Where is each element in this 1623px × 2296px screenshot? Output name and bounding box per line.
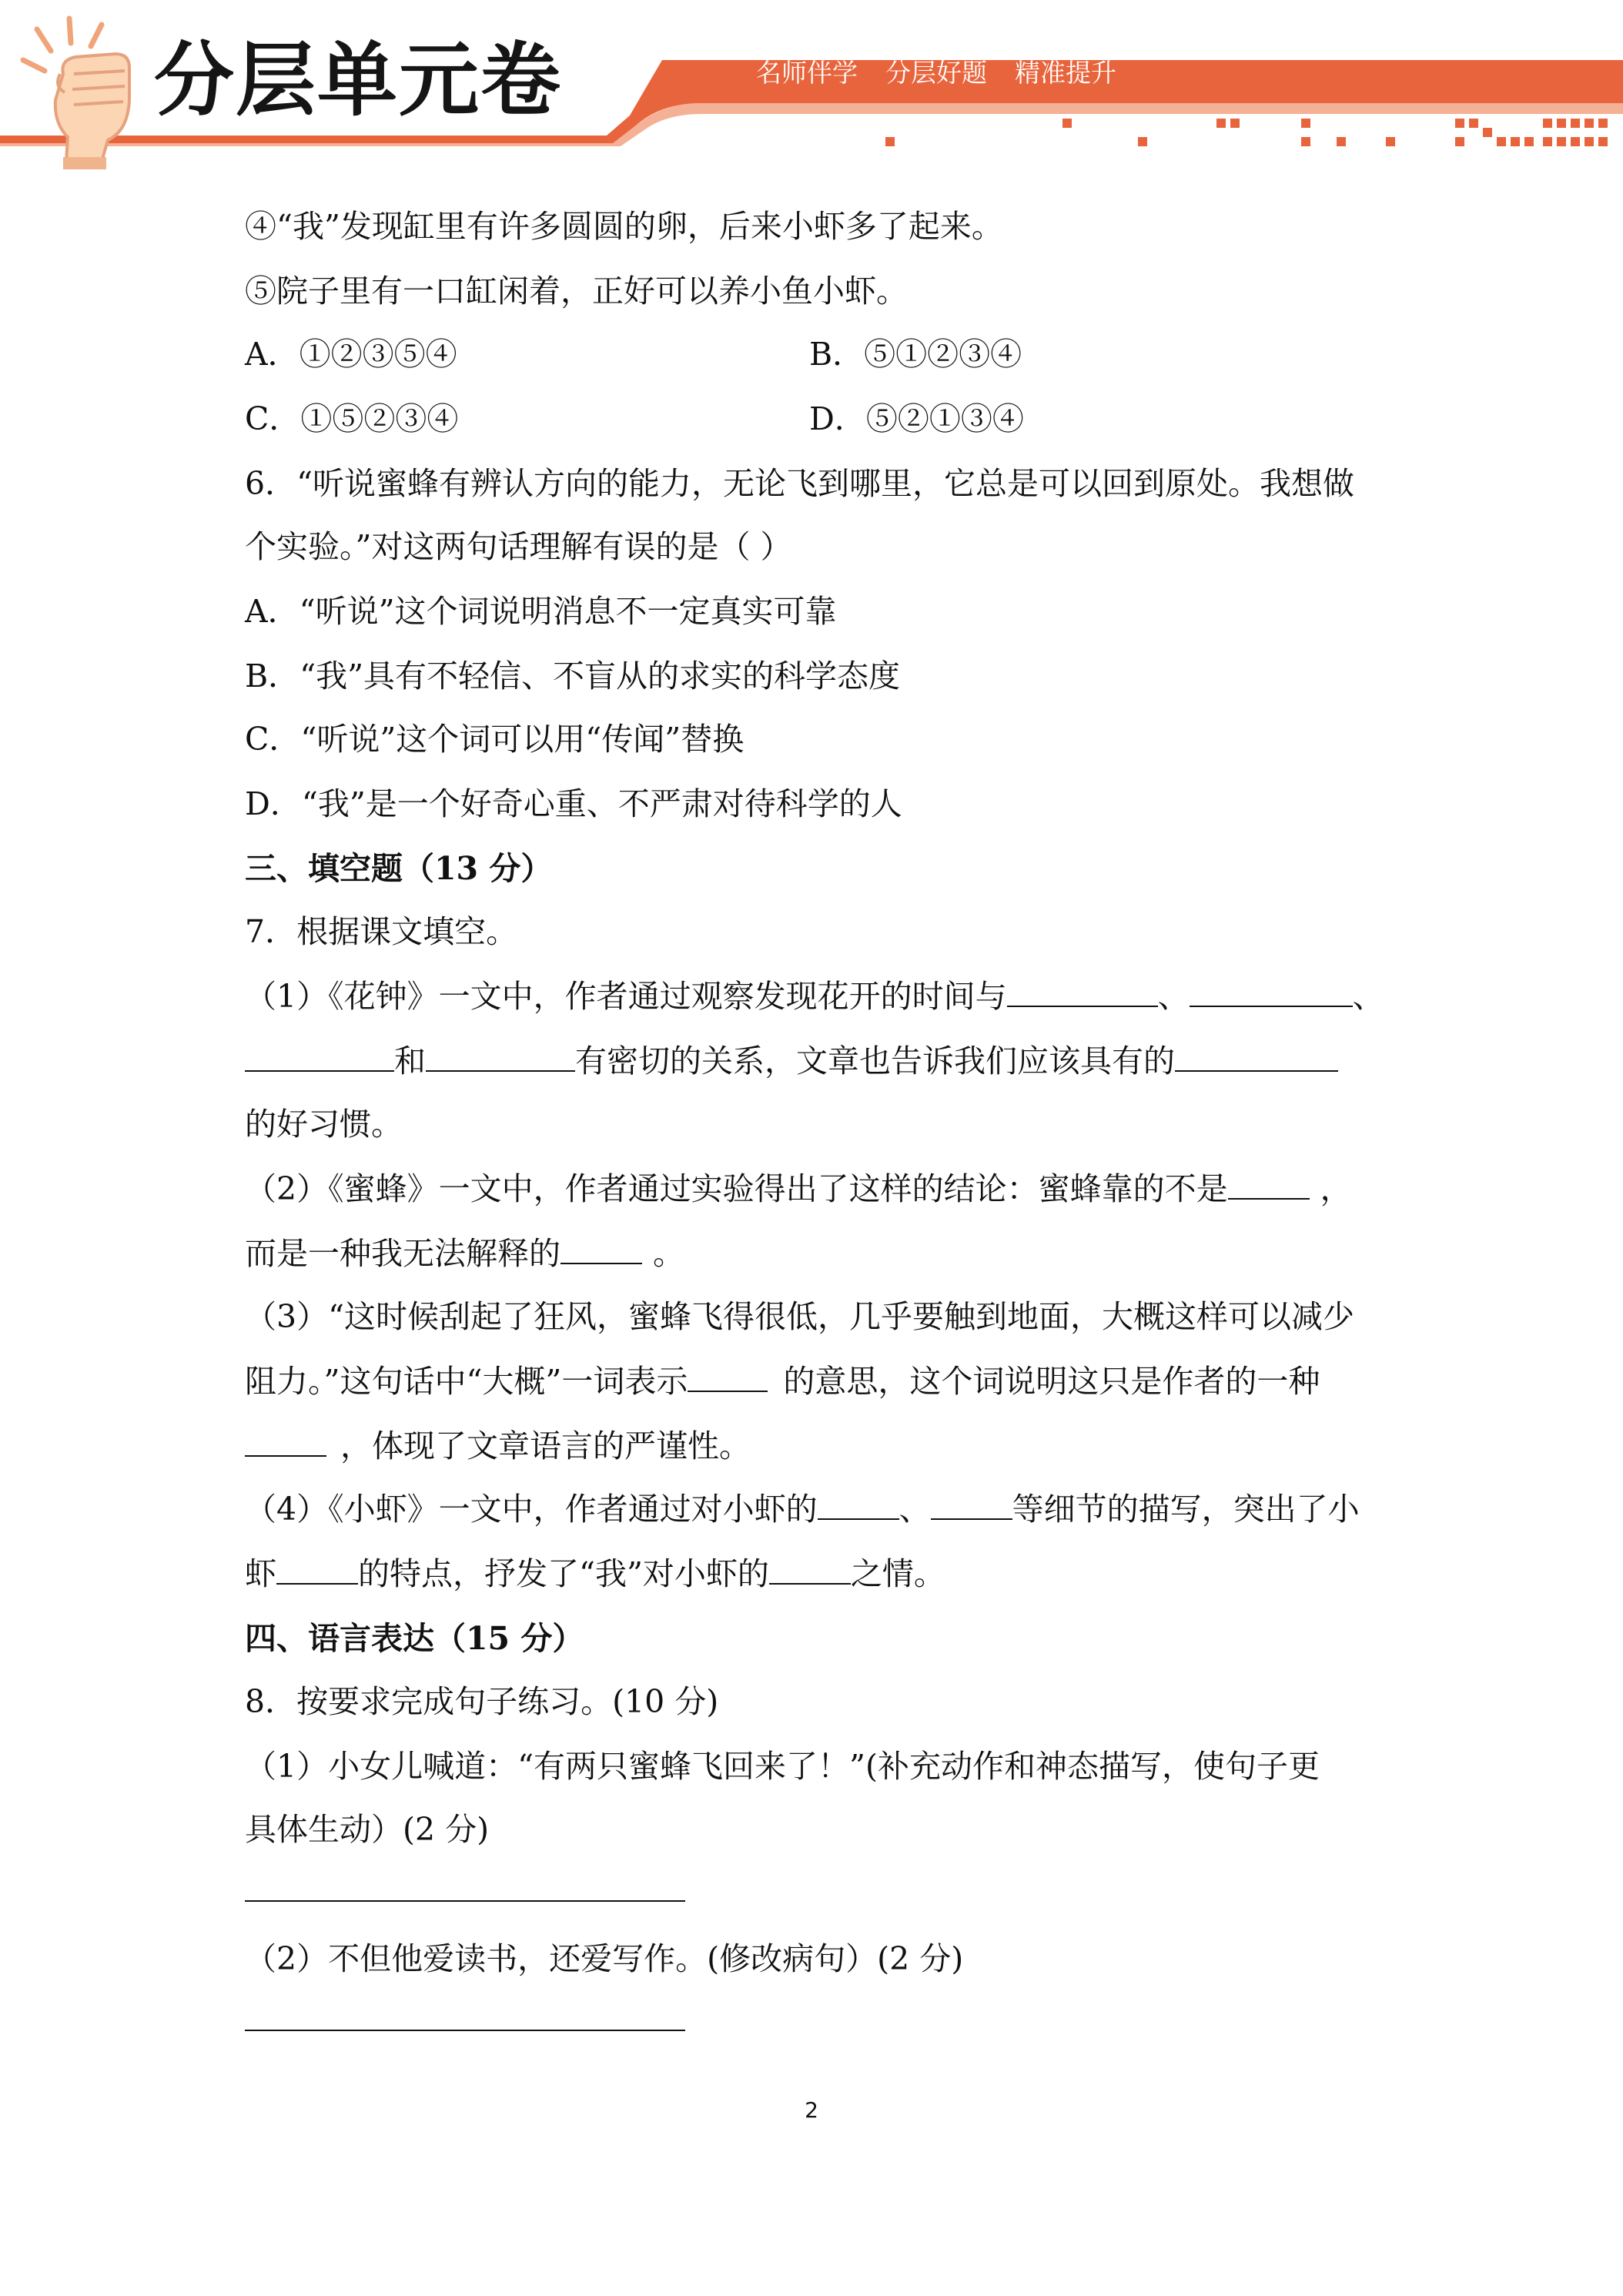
question-7-3-end: ，体现了文章语言的严谨性。 [245,1427,751,1464]
question-7-4-cont: 虾 的特点，抒发了“我”对小虾的 之情。 [245,1555,945,1592]
choice-b: B．“我”具有不轻信、不盲从的求实的科学态度 [245,658,901,694]
slogan-item: 分层好题 [885,58,987,88]
question-7-2: （2）《蜜蜂》一文中，作者通过实验得出了这样的结论：蜜蜂靠的不是 ， [245,1170,1352,1207]
decorative-pixel-squares [885,119,1608,146]
question-7-1: （1）《花钟》一文中，作者通过观察发现花开的时间与 、 、 [245,978,1384,1015]
choice-c: C．①⑤②③④ [245,400,459,437]
header-slogan [756,58,1144,88]
answer-line[interactable] [245,1900,685,1902]
fill-blank[interactable] [276,1555,358,1585]
question-7-3: （3）“这时候刮起了狂风，蜜蜂飞得很低，几乎要触到地面，大概这样可以减少 [245,1298,1355,1335]
choice-a: A．“听说”这个词说明消息不一定真实可靠 [245,593,837,630]
fill-blank[interactable] [245,1427,326,1457]
question-8-stem: 8．按要求完成句子练习。(10 分) [245,1683,719,1720]
question-8-1: （1）小女儿喊道：“有两只蜜蜂飞回来了！”(补充动作和神态描写，使句子更 [245,1748,1320,1785]
page-number: 2 [805,2097,818,2123]
question-7-2-cont: 而是一种我无法解释的 。 [245,1235,684,1272]
fill-blank[interactable] [931,1491,1012,1520]
fill-blank[interactable] [561,1235,642,1264]
choice-d: D．⑤②①③④ [809,400,1024,437]
question-8-2: （2）不但他爱读书，还爱写作。(修改病句）(2 分) [245,1940,964,1977]
answer-line[interactable] [245,2030,685,2031]
option-line: ⑤院子里有一口缸闲着，正好可以养小鱼小虾。 [245,273,908,310]
fill-blank[interactable] [1190,978,1353,1007]
choice-c: C．“听说”这个词可以用“传闻”替换 [245,721,745,758]
question-6-stem-cont: 个实验。”对这两句话理解有误的是（ ） [245,528,792,565]
fist-hand-icon [23,18,129,169]
question-7-1-end: 的好习惯。 [245,1106,403,1143]
fill-blank[interactable] [426,1043,575,1072]
choice-d: D．“我”是一个好奇心重、不严肃对待科学的人 [245,785,902,822]
question-8-1-cont: 具体生动）(2 分) [245,1811,490,1848]
choice-b: B．⑤①②③④ [809,336,1022,373]
fill-blank[interactable] [1007,978,1158,1007]
slogan-item: 精准提升 [1015,58,1116,88]
page-header [0,0,1623,169]
section-heading: 三、填空题（13 分） [245,850,553,887]
option-line: ④“我”发现缸里有许多圆圆的卵，后来小虾多了起来。 [245,208,1003,245]
section-heading: 四、语言表达（15 分） [245,1620,584,1657]
brand-title: 分层单元卷 [154,33,563,127]
fill-blank[interactable] [769,1555,851,1585]
question-7-4: （4）《小虾》一文中，作者通过对小虾的 、 等细节的描写，突出了小 [245,1491,1360,1528]
question-6-stem: 6．“听说蜜蜂有辨认方向的能力，无论飞到哪里，它总是可以回到原处。我想做 [245,465,1355,502]
slogan-item: 名师伴学 [756,58,858,88]
question-7-3-cont: 阻力。”这句话中“大概”一词表示 的意思，这个词说明这只是作者的一种 [245,1363,1320,1400]
fill-blank[interactable] [818,1491,899,1520]
question-7-1-cont: 和 有密切的关系，文章也告诉我们应该具有的 [245,1043,1338,1079]
fill-blank[interactable] [688,1363,768,1392]
question-7-stem: 7．根据课文填空。 [245,913,518,950]
fill-blank[interactable] [245,1043,394,1072]
choice-a: A．①②③⑤④ [245,336,457,373]
fill-blank[interactable] [1228,1170,1310,1200]
fill-blank[interactable] [1175,1043,1338,1072]
